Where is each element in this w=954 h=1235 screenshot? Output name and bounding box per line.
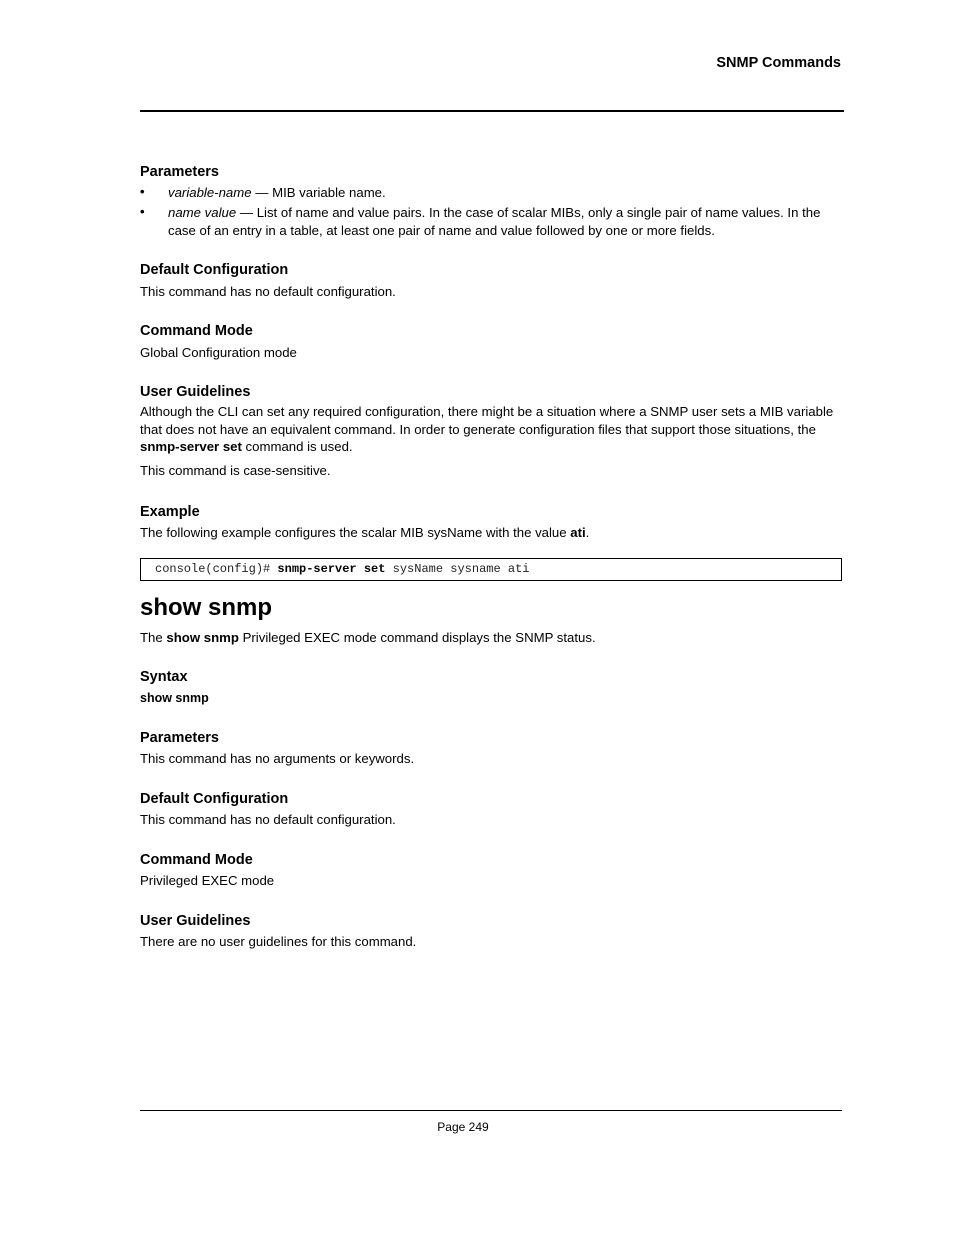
running-header: SNMP Commands (716, 55, 841, 71)
command-intro: The show snmp Privileged EXEC mode command displays the SNMP status. (140, 630, 596, 645)
bullet-icon: • (140, 184, 145, 199)
default-config-text: This command has no default configuration. (140, 284, 396, 299)
parameters-heading: Parameters (140, 164, 219, 180)
command-title: show snmp (140, 594, 273, 621)
command-mode-heading: Command Mode (140, 852, 253, 868)
bullet-icon: • (140, 204, 145, 219)
user-guidelines-heading: User Guidelines (140, 384, 251, 400)
syntax-heading: Syntax (140, 669, 188, 685)
parameters-text: This command has no arguments or keywords. (140, 751, 415, 766)
default-config-text: This command has no default configuration. (140, 812, 396, 827)
syntax-text: show snmp (140, 691, 209, 705)
command-mode-heading: Command Mode (140, 323, 253, 339)
default-config-heading: Default Configuration (140, 791, 289, 807)
default-config-heading: Default Configuration (140, 262, 289, 278)
parameter-item: name value — List of name and value pairs. In the case of scalar MIBs, only a single pair of name values. In the case of an entry in a table, at least one pair of name and value followed by one or more fields. (168, 205, 821, 238)
user-guidelines-text: There are no user guidelines for this command. (140, 934, 417, 949)
example-text: The following example configures the scalar MIB sysName with the value ati. (140, 525, 590, 540)
example-heading: Example (140, 504, 200, 520)
command-mode-text: Privileged EXEC mode (140, 873, 275, 888)
parameter-item: variable-name — MIB variable name. (168, 185, 386, 200)
user-guidelines-heading: User Guidelines (140, 913, 251, 929)
command-mode-text: Global Configuration mode (140, 345, 297, 360)
header-rule (140, 110, 844, 112)
footer-rule (140, 1110, 842, 1111)
user-guidelines-text: Although the CLI can set any required configuration, there might be a situation where a SNMP user sets a MIB variable that does not have an equivalent command. In order to generate configuration files that support those situations, the snmp-server set command is used. (140, 404, 834, 454)
code-example: console(config)# snmp-server set sysName sysname ati (140, 558, 842, 581)
page-number: Page 249 (437, 1120, 489, 1134)
user-guidelines-text-2: This command is case-sensitive. (140, 463, 331, 478)
parameters-heading: Parameters (140, 730, 219, 746)
